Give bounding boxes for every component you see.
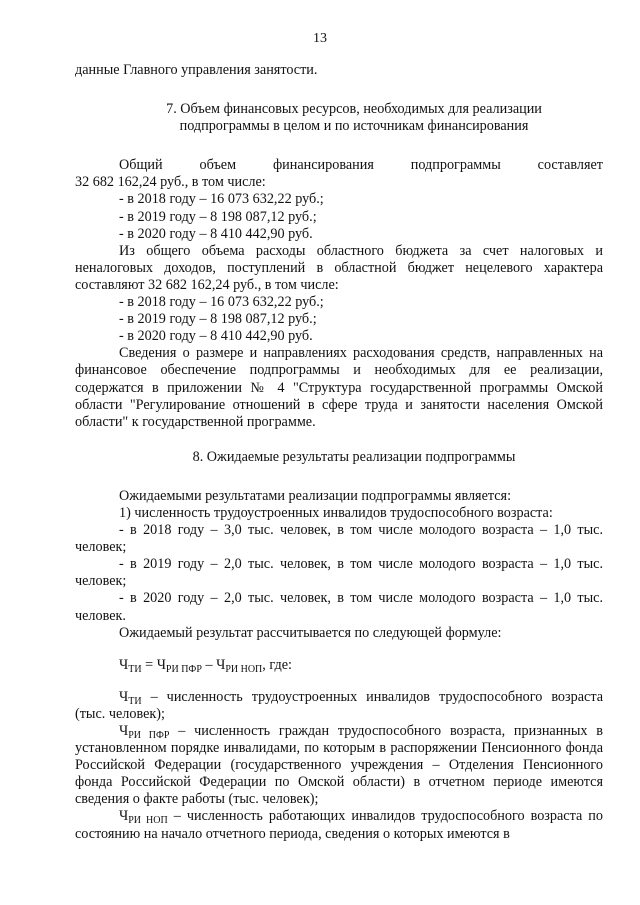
definition-symbol: $Ч_{ТИ}$ — [119, 688, 142, 707]
regional-budget-list-item: - в 2020 году – 8 410 442,90 руб. — [119, 328, 313, 345]
document-body — [75, 62, 603, 843]
funding-list-item: - в 2018 году – 16 073 632,22 руб.; — [119, 191, 324, 208]
page-number: 13 — [313, 31, 327, 46]
regional-budget-list-item: - в 2019 году – 8 198 087,12 руб.; — [119, 311, 317, 328]
definition-symbol: $Ч_{РИ ПФР}$ — [119, 723, 170, 741]
definition-ch-ri-nop: $Ч_{РИ НОП}$ – численность работающих инвалидов трудоспособного возраста по состоянию на начало отчетного периода, сведения о которых имеются в — [75, 808, 603, 842]
regional-budget-list-item: - в 2018 году – 16 073 632,22 руб.; — [119, 294, 324, 311]
section-7-heading-line-2: подпрограммы в целом и по источникам финансирования — [179, 118, 529, 135]
definition-ch-ri-pfr: $Ч_{РИ ПФР}$ – численность граждан трудоспособного возраста, признанных в установленном порядке инвалидами, по которым в распоряжении Пенсионного фонда Российской Федерации (государственного учреждения – Отделения Пенсионного фонда Российской Федерации по Омской области) в отчетном периоде имеются сведения о факте работы (тыс. человек); — [75, 723, 604, 808]
definition-ch-ti: $Ч_{ТИ}$ – численность трудоустроенных инвалидов трудоспособного возраста (тыс. человек); — [75, 688, 603, 722]
funding-list-item: - в 2019 году – 8 198 087,12 руб.; — [119, 208, 317, 225]
section-7-appendix-paragraph: Сведения о размере и направлениях расходования средств, направленных на финансовое обеспечение подпрограммы и необходимых для ее реализации, содержатся в приложении № 4 "Структура государственной программы Омской области "Регулирование отношений в сфере труда и занятости населения Омской области" к государственной программе. — [75, 345, 603, 430]
section-7-regional-budget-paragraph: Из общего объема расходы областного бюджета за счет налоговых и неналоговых доходов, поступлений в областной бюджет нецелевого характера составляют 32 682 162,24 руб., в том числе: — [75, 242, 603, 293]
section-8-results-item-1: 1) численность трудоустроенных инвалидов трудоспособного возраста: — [119, 504, 553, 521]
results-year-item: - в 2020 году – 2,0 тыс. человек, в том числе молодого возраста – 1,0 тыс. человек. — [75, 590, 603, 624]
section-7-heading-line-1: 7. Объем финансовых ресурсов, необходимых для реализации — [166, 101, 542, 118]
section-7-funding-total-line-1: Общий объем финансирования подпрограммы составляет — [119, 157, 603, 174]
results-year-item: - в 2018 году – 3,0 тыс. человек, в том числе молодого возраста – 1,0 тыс. человек; — [75, 522, 603, 556]
formula-lhs-symbol: $Ч_{ТИ}$ — [119, 656, 142, 675]
section-8-results-intro: Ожидаемыми результатами реализации подпрограммы является: — [119, 487, 512, 504]
intro-line: данные Главного управления занятости. — [75, 62, 318, 78]
formula: $Ч_{ТИ} = Ч_{РИ ПФР} - Ч_{РИ НОП}$, где: — [119, 656, 292, 675]
results-year-item: - в 2019 году – 2,0 тыс. человек, в том числе молодого возраста – 1,0 тыс. человек; — [75, 556, 603, 590]
funding-list-item: - в 2020 году – 8 410 442,90 руб. — [119, 225, 313, 242]
formula-intro: Ожидаемый результат рассчитывается по следующей формуле: — [119, 624, 502, 641]
formula-term-2-symbol: $Ч_{РИ НОП}$ — [216, 656, 263, 675]
formula-term-1-symbol: $Ч_{РИ ПФР}$ — [156, 656, 202, 675]
section-7-funding-total-line-2: 32 682 162,24 руб., в том числе: — [75, 174, 266, 191]
definition-symbol: $Ч_{РИ НОП}$ — [119, 808, 168, 827]
section-8-heading: 8. Ожидаемые результаты реализации подпрограммы — [192, 448, 516, 465]
